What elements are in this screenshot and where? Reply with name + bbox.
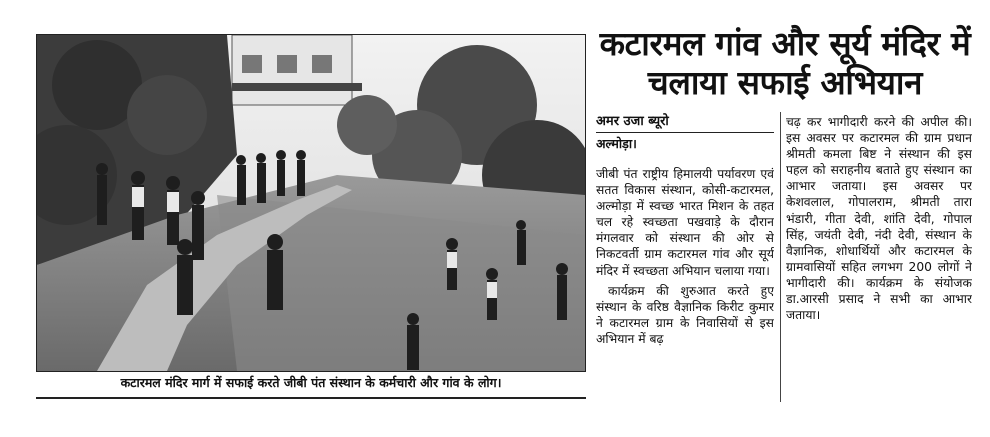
news-photo bbox=[36, 34, 586, 372]
article-paragraph: चढ़ कर भागीदारी करने की अपील की। इस अवसर पर कटारमल की ग्राम प्रधान श्रीमती कमला बिष्ट ने संस्थान की इस पहल को सराहनीय बताते हुए संस्थान का आभार जताया। इस अवसर पर केशवलाल, गोपालराम, श्रीमती तारा भंडारी, गीता देवी, शांति देवी, गोपाल सिंह, जयंती देवी, नंदी देवी, संस्थान के वैज्ञानिक, शोधार्थियों और कटारमल के ग्रामवासियों सहित लगभग 200 लोगों ने भागीदारी की। कार्यक्रम के संयोजक डा.आरसी प्रसाद ने सभी का आभार जताया। bbox=[786, 115, 972, 323]
article-byline: अमर उजा ब्यूरो bbox=[596, 114, 774, 133]
article-column-1 bbox=[596, 166, 774, 416]
photo-caption: कटारमल मंदिर मार्ग में सफाई करते जीबी पंत संस्थान के कर्मचारी और गांव के लोग। bbox=[36, 371, 586, 399]
article-headline: कटारमल गांव और सूर्य मंदिर में चलाया सफाई अभियान bbox=[599, 24, 971, 102]
article-column-2 bbox=[786, 114, 972, 416]
column-divider bbox=[780, 112, 781, 402]
article-paragraph: जीबी पंत राष्ट्रीय हिमालयी पर्यावरण एवं सतत विकास संस्थान, कोसी-कटारमल, अल्मोड़ा में स्वच्छ भारत मिशन के तहत चल रहे स्वच्छता पखवाड़े के दौरान मंगलवार को संस्थान की ओर से निकटवर्ती ग्राम कटारमल गांव और सूर्य मंदिर में स्वच्छता अभियान चलाया गया। bbox=[596, 167, 774, 278]
cleanup-scene-image bbox=[37, 35, 585, 371]
article-paragraph: कार्यक्रम की शुरुआत करते हुए संस्थान के वरिष्ठ वैज्ञानिक किरीट कुमार ने कटारमल ग्राम के निवासियों से इस अभियान में बढ़ bbox=[596, 283, 774, 346]
article-dateline: अल्मोड़ा। bbox=[596, 136, 637, 151]
